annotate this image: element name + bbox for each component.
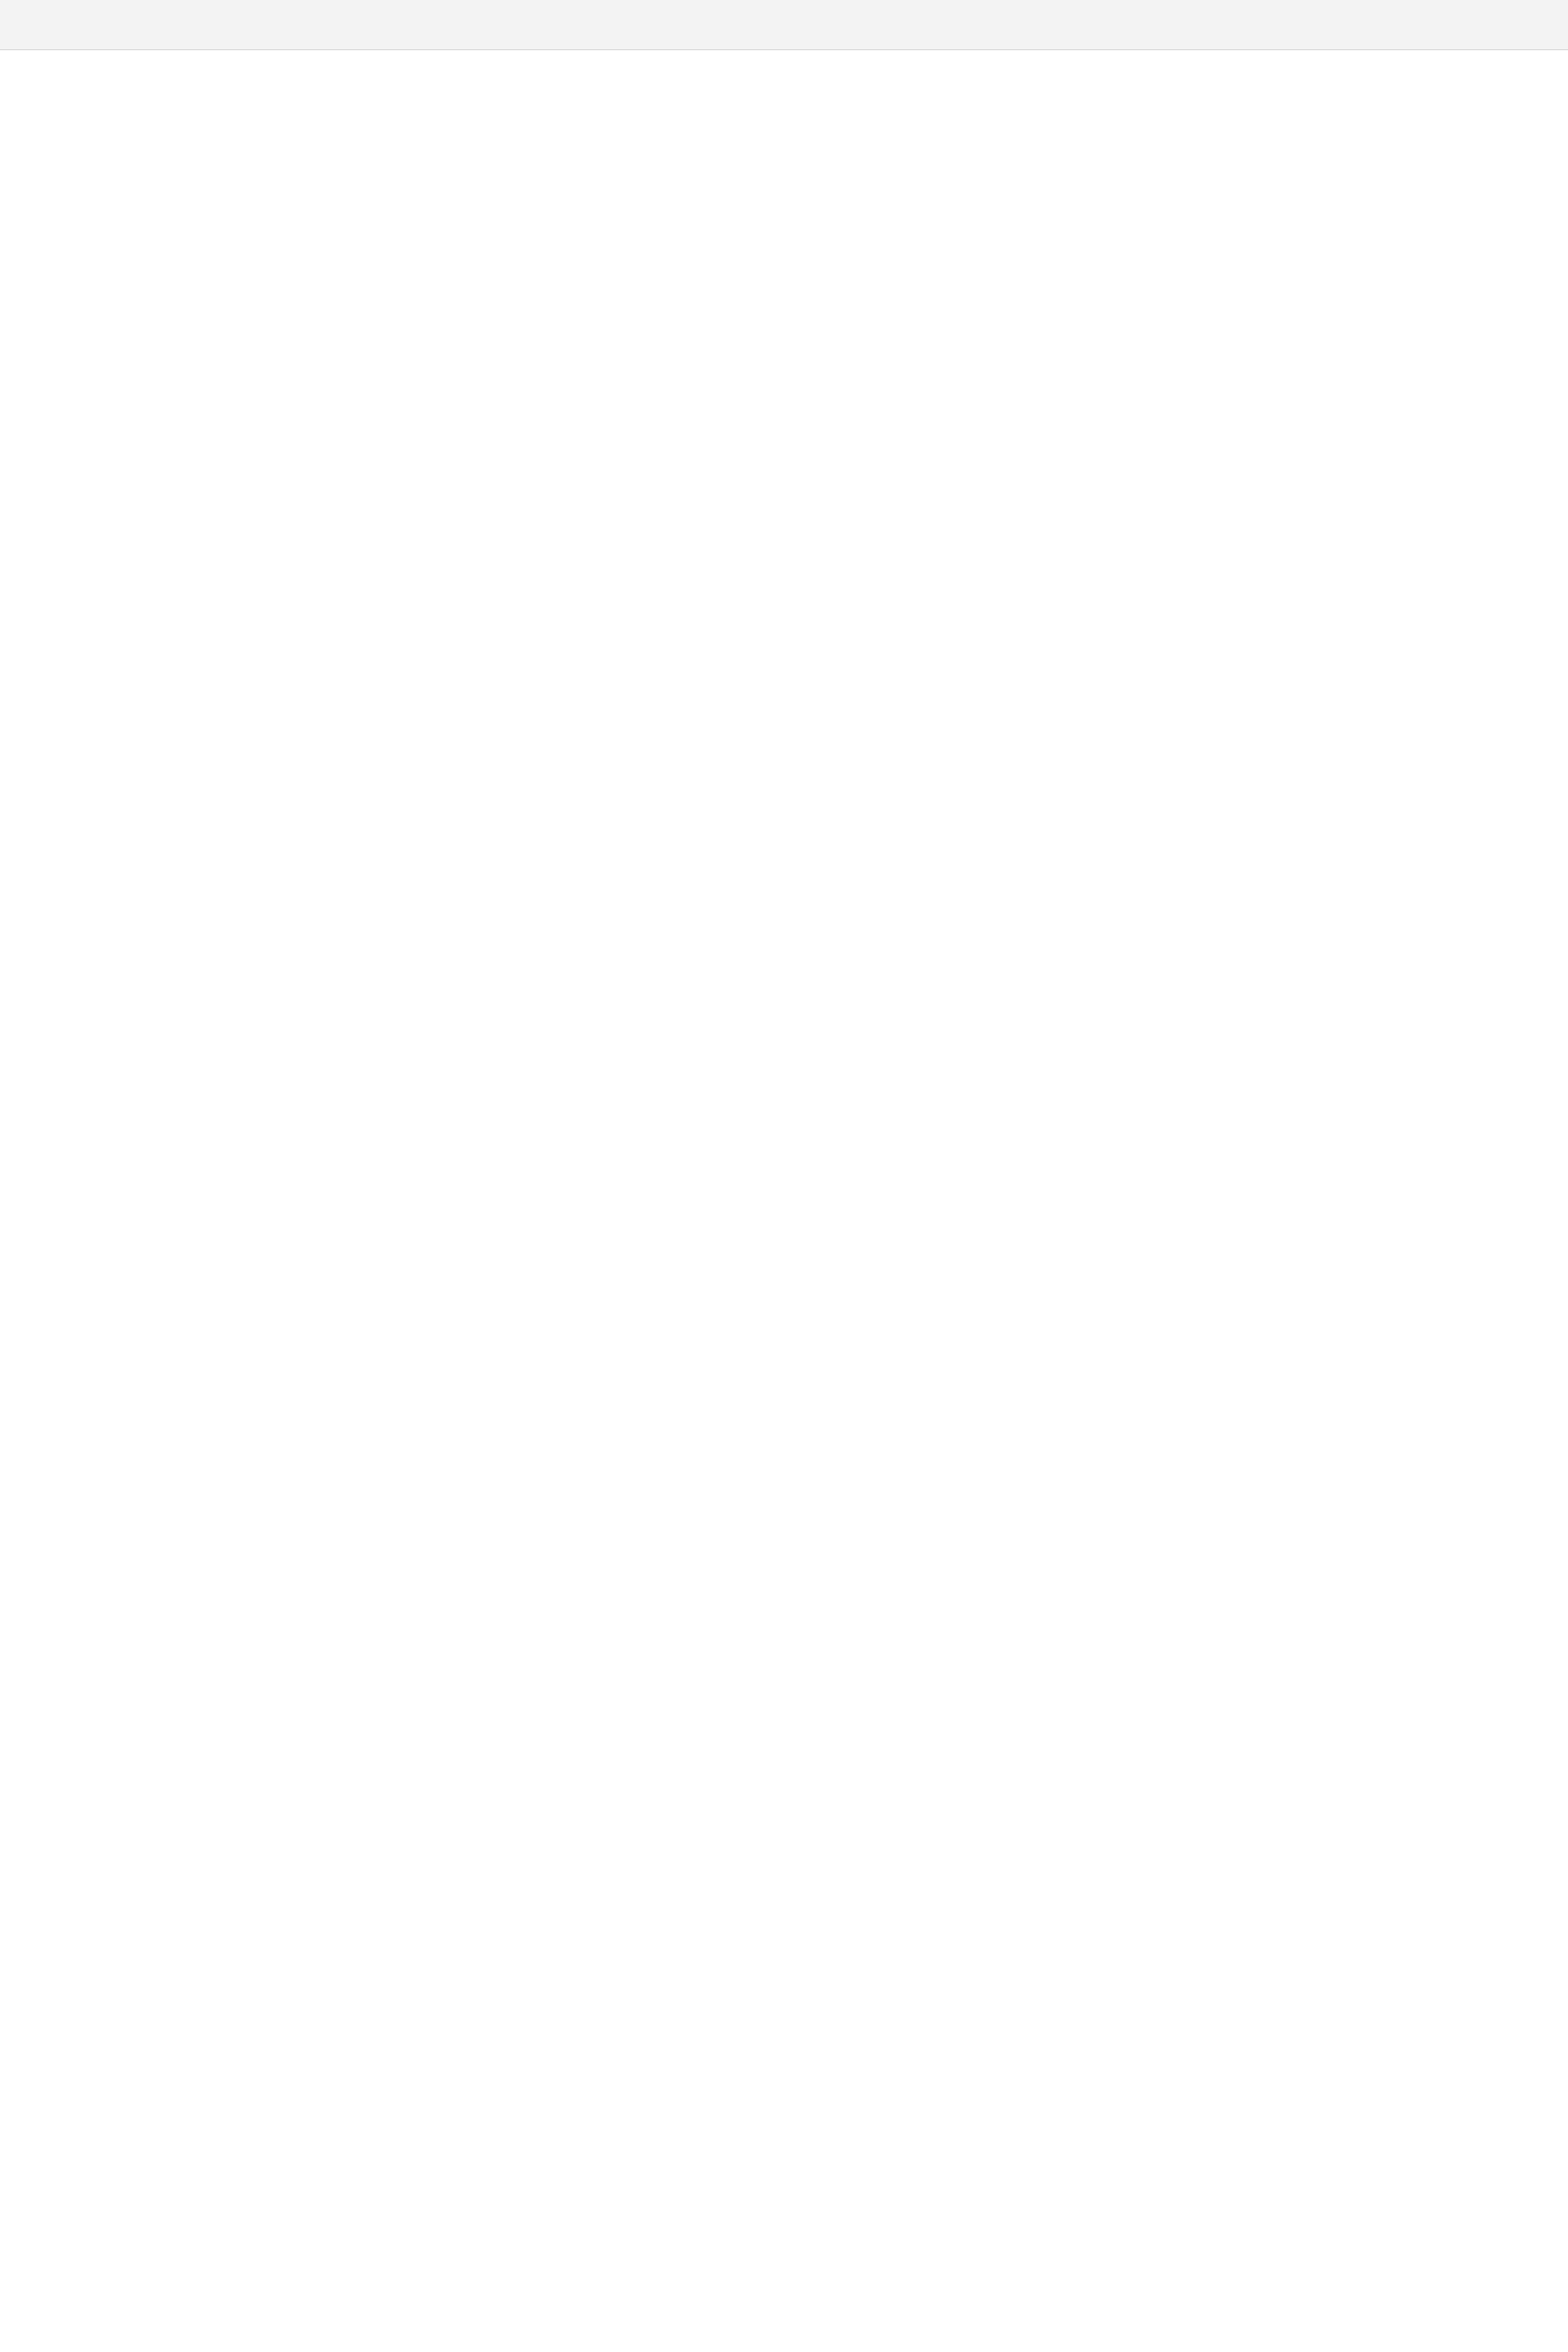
main-content xyxy=(0,50,1568,2352)
title-bar xyxy=(0,0,1568,50)
